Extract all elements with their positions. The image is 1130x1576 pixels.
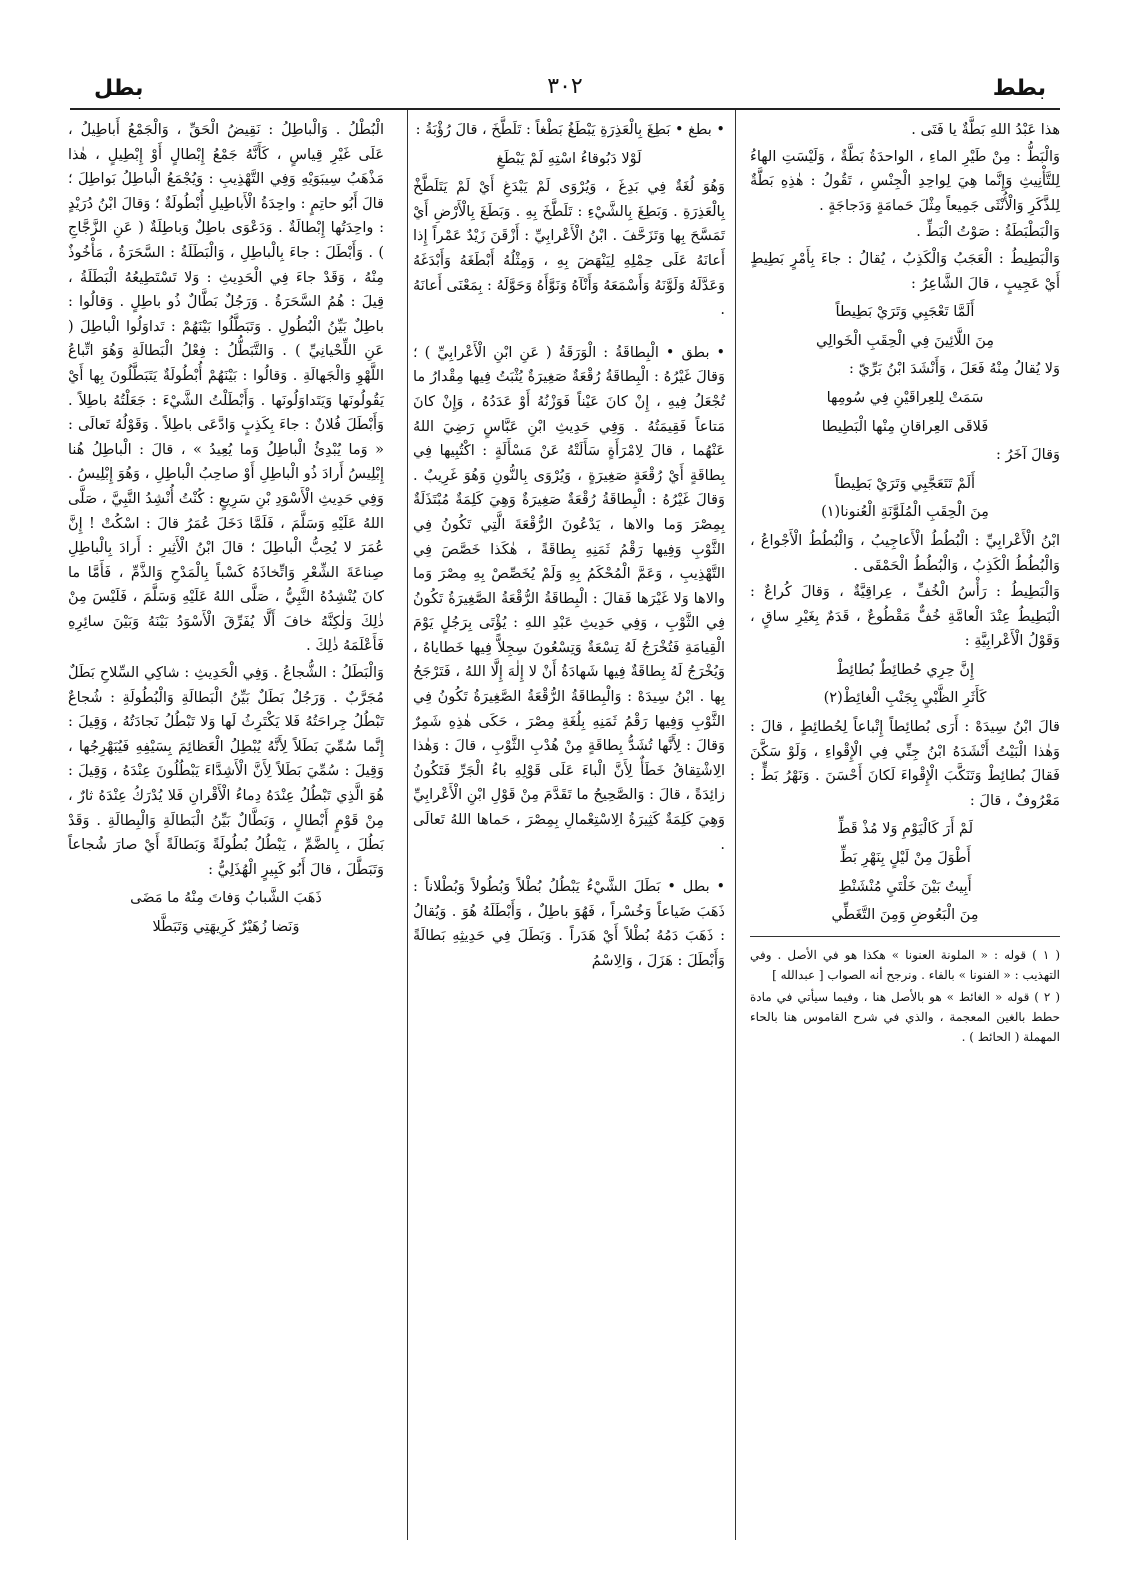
headword-right: بطط: [992, 76, 1046, 101]
paragraph: قالَ ابْنُ سِيدَهْ : أَرَى بُطائِطاً إِتْباعاً لِحُطائِطٍ ، قالَ : وَهٰذا الْبَيْتُ أَنْشَدَهُ ابْنُ جِنِّي فِي الْإِقْواءِ ، وَلَوْ سَكَّنَ فَقالَ بُطائِطْ وَتَنَكَّبَ الْإِقْواءَ لَكانَ أَحْسَنَ . وَنَهْرُ بَطٍّ : مَعْرُوفٌ ، قالَ :: [750, 719, 1060, 809]
verse-line: مِنَ الْحِقَبِ الْمُلَوَّنَةِ الْعُنونا(١): [821, 504, 989, 521]
paragraph: وَالْبَطِيطُ : الْعَجَبُ وَالْكَذِبُ ، يُقالُ : جاءَ بِأَمْرٍ بَطِيطٍ أَيْ عَجِيبٍ ، قالَ الشَّاعِرُ :: [750, 250, 1060, 292]
paragraph: وَالْبَطُّ : مِنْ طَيْرِ الماءِ ، الواحدَةُ بَطَّةٌ ، وَلَيْسَتِ الهاءُ لِلتَّأْنِيثِ وَإِنَّما هِيَ لِواحِدِ الْجِنْسِ ، تَقُولُ : هٰذِهِ بَطَّةٌ لِلذَّكَرِ وَالْأُنْثَى جَمِيعاً مِثْلَ حَمامَةٍ وَدَجاجَةٍ .: [750, 148, 1060, 214]
page-number: ٣٠٢: [547, 74, 583, 99]
footnote: ( ١ ) قوله : « الملونة العنونا » هكذا هو في الأصل . وفي التهذيب : « الفنونا » بالفاء . ونرجح أنه الصواب [ عبدالله ]: [750, 947, 1060, 982]
verse-line: أَلَمْ تَتَعَجَّبِي وَتَرَيْ بَطِيطاً: [834, 475, 976, 492]
footnote: ( ٢ ) قوله « الغائط » هو بالأصل هنا ، وفيما سيأتي في مادة حطط بالغين المعجمة ، والذي في شرح القاموس هنا بالحاء المهملة ( الحائط ) .: [750, 989, 1061, 1044]
paragraph: وَالْبَطْبَطَةُ : صَوْتُ الْبَطِّ .: [916, 224, 1060, 241]
verse-line: مِنَ اللَّائِينَ فِي الْحِقَبِ الْخَوالِي: [815, 332, 994, 349]
verse-line: وَنَضا زُهَيْرٌ كَرِيهَتِي وَتَبَطَّلا: [152, 919, 300, 935]
entry-batagha: • بطغ • بَطِغَ بِالْعَذِرَةِ يَبْطَغُ بَطْغاً : تَلَطَّخَ ، قالَ رُؤْبَةُ :: [415, 122, 725, 138]
paragraph: وَلا يُقالُ مِنْهُ فَعَلَ ، وَأَنْشَدَ ابْنُ بَرِّيّ :: [849, 361, 1060, 378]
verse-line: إِنَّ حِرِي حُطائِطٌ بُطائِطْ: [835, 661, 975, 678]
paragraph: وَهُوَ لُغَةٌ فِي بَدِغَ ، وَيُرْوَى لَمْ يَبْدَغِ أَيْ لَمْ يَتَلَطَّخْ بِالْعَذِرَةِ . وَبَطِغَ بِالشَّيْءِ : تَلَطَّخَ بِهِ . وَبَطَغَ بِالْأَرْضِ أَيْ تَمَسَّحَ بِها وَتَزَحَّفَ . ابْنُ الْأَعْرابِيِّ : أَزْقَنَ زَيْدٌ عَمْراً إِذا أَعانَهُ عَلَى حِمْلِهِ لِيَنْهَضَ بِهِ ، وَمِثْلُهُ أَبْطَغَهُ وَأَبْدَغَهُ وَعَدَّلَهُ وَلَوَّنَهُ وَأَسْمَعَهُ وَأَنْآهُ وَنَوَّأَهُ وَحَوَّلَهُ : بِمَعْنَى أَعانَهُ .: [413, 179, 725, 319]
entry-bitaqa: • بطق • الْبِطاقَةُ : الْوَرَقَةُ ( عَنِ ابْنِ الْأَعْرابِيِّ ) ؛ وَقالَ غَيْرُهُ : الْبِطاقَةُ رُقْعَةٌ صَغِيرَةٌ يُثْبَتُ فِيها مِقْدارُ ما تُجْعَلُ فِيهِ ، إِنْ كانَ عَيْناً فَوَزْنُهُ أَوْ عَدَدُهُ ، وَإِنْ كانَ مَتاعاً فَقِيمَتُهُ . وَفِي حَدِيثِ ابْنِ عَبَّاسٍ رَضِيَ اللهُ عَنْهُما ، قالَ لِامْرَأَةٍ سَأَلَتْهُ عَنْ مَسْأَلَةٍ : اكْتُبِيها فِي بِطاقَةٍ أَيْ رُقْعَةٍ صَغِيرَةٍ ، وَيُرْوَى بِالنُّونِ وَهُوَ غَرِيبٌ . وَقالَ غَيْرُهُ : الْبِطاقَةُ رُقْعَةٌ صَغِيرَةٌ وَهِيَ كَلِمَةٌ مُبْتَذَلَةٌ بِمِصْرَ وَما والاها ، يَدْعُونَ الرُّقْعَةَ الَّتِي تَكُونُ فِي الثَّوْبِ وَفِيها رَقْمُ ثَمَنِهِ بِطاقَةً ، هٰكَذا خَصَّصَ فِي التَّهْذِيبِ ، وَعَمَّ الْمُحْكَمُ بِهِ وَلَمْ يُخَصِّصْ بِهِ مِصْرَ وَما والاها وَلا غَيْرَها فَقالَ : الْبِطاقَةُ الرُّقْعَةُ الصَّغِيرَةُ تَكُونُ فِي الثَّوْبِ ، وَفِي حَدِيثِ عَبْدِ اللهِ : يُؤْتَى بِرَجُلٍ يَوْمَ الْقِيامَةِ فَتُخْرَجُ لَهُ تِسْعَةٌ وَتِسْعُونَ سِجِلاًّ فِيها خَطاياهُ ، وَيُخْرَجُ لَهُ بِطاقَةٌ فِيها شَهادَةُ أَنْ لا إِلٰهَ إِلَّا اللهُ ، فَتَرْجَحُ بِها . ابْنُ سِيدَهْ : وَالْبِطاقَةُ الرُّقْعَةُ الصَّغِيرَةُ تَكُونُ فِي الثَّوْبِ وَفِيها رَقْمُ ثَمَنِهِ بِلُغَةِ مِصْرَ ، حَكَى هٰذِهِ شَمِرٌ وَقالَ : لِأَنَّها تُشَدُّ بِطاقَةٍ مِنْ هُدْبِ الثَّوْبِ ، قالَ : وَهٰذا الِاشْتِقاقُ خَطَأٌ لِأَنَّ الْباءَ عَلَى قَوْلِهِ باءُ الْجَرِّ فَتَكُونُ زائِدَةً ، قالَ : وَالصَّحِيحُ ما تَقَدَّمَ مِنْ قَوْلِ ابْنِ الْأَعْرابِيِّ وَهِيَ كَلِمَةٌ كَثِيرَةُ الِاسْتِعْمالِ بِمِصْرَ ، حَماها اللهُ تَعالَى .: [413, 344, 725, 853]
paragraph: هذا عَبْدُ اللهِ بَطَّةٌ يا فَتَى .: [911, 122, 1060, 138]
paragraph: وَالْبَطِيطُ : رَأْسُ الْخُفِّ ، عِراقِيَّةٌ ، وَقالَ كُراعٌ : الْبَطِيطُ عِنْدَ الْعامَّةِ خُفٌّ مَقْطُوعٌ ، قَدَمٌ بِغَيْرِ ساقٍ ، وَقَوْلُ الْأَعْرابِيَّةِ :: [750, 584, 1060, 650]
paragraph: وَقالَ آخَرُ :: [996, 447, 1060, 464]
verse-line: مِنَ الْبَعُوضِ وَمِنَ التَّغَطِّي: [831, 907, 979, 924]
entry-batala: • بطل • بَطَلَ الشَّيْءُ يَبْطُلُ بُطْلاً وَبُطُولاً وَبُطْلاناً : ذَهَبَ ضَياعاً وَخُسْراً ، فَهُوَ باطِلٌ ، وَأَبْطَلَهُ هُوَ . وَيُقالُ : ذَهَبَ دَمُهُ بُطْلاً أَيْ هَدَراً . وَبَطَلَ فِي حَدِيثِهِ بَطالَةً وَأَبْطَلَ : هَزَلَ ، وَالِاسْمُ: [413, 879, 725, 969]
column-divider-right: [735, 110, 736, 1540]
verse-line: فَلاقَى العِراقانِ مِنْها الْبَطِيطا: [821, 418, 989, 435]
paragraph: ابْنُ الْأَعْرابِيِّ : الْبُطُطُ الْأَعاجِيبُ ، وَالْبُطُطُ الْأَجْواعُ ، وَالْبُطُطُ الْكَذِبُ ، وَالْبُطُطُ الْحَمْقَى .: [750, 532, 1060, 574]
footnote-rule: [750, 936, 1060, 937]
paragraph: الْبُطْلُ . وَالْباطِلُ : نَقِيضُ الْحَقِّ ، وَالْجَمْعُ أَباطِيلُ ، عَلَى غَيْرِ قِياسٍ ، كَأَنَّهُ جَمْعُ إِبْطالٍ أَوْ إِبْطِيلٍ ، هٰذا مَذْهَبُ سِيبَوَيْهِ وَفِي التَّهْذِيبِ : وَيُجْمَعُ الْباطِلُ بَواطِلَ ؛ قالَ أَبُو حاتِمٍ : واحِدَةُ الْأَباطِيلِ أُبْطُولَةٌ ؛ وَقالَ ابْنُ دُرَيْدٍ : واحِدَتُها إِبْطالَةٌ . وَدَعْوَى باطِلٌ وَباطِلَةٌ ( عَنِ الزَّجَّاجِ ) . وَأَبْطَلَ : جاءَ بِالْباطِلِ ، وَالْبَطَلَةُ : السَّحَرَةُ ، مَأْخُوذٌ مِنْهُ ، وَقَدْ جاءَ فِي الْحَدِيثِ : وَلا تَسْتَطِيعُهُ الْبَطَلَةُ ، قِيلَ : هُمُ السَّحَرَةُ . وَرَجُلٌ بَطَّالٌ ذُو باطِلٍ . وَقالُوا : باطِلٌ بَيِّنُ الْبُطُولِ . وَتَبَطَّلُوا بَيْنَهُمْ : تَداوَلُوا الْباطِلَ ( عَنِ اللِّحْيانِيِّ ) . وَالتَّبَطُّلُ : فِعْلُ الْبَطالَةِ وَهُوَ اتِّباعُ اللَّهْوِ وَالْجَهالَةِ . وَقالُوا : بَيْنَهُمْ أُبْطُولَةٌ يَتَبَطَّلُونَ بِها أَيْ يَقُولُونَها وَيَتَداوَلُونَها . وَأَبْطَلْتُ الشَّيْءَ : جَعَلْتُهُ باطِلاً . وَأَبْطَلَ فُلانٌ : جاءَ بِكَذِبٍ وَادَّعَى باطِلاً . وَقَوْلُهُ تَعالَى : « وَما يُبْدِئُ الْباطِلُ وَما يُعِيدُ » ، قالَ : الْباطِلُ هُنا إِبْلِيسُ أَرادَ ذُو الْباطِلِ أَوْ صاحِبُ الْباطِلِ ، وَهُوَ إِبْلِيسُ . وَفِي حَدِيثِ الْأَسْوَدِ بْنِ سَرِيعٍ : كُنْتُ أُنْشِدُ النَّبِيَّ ، صَلَّى اللهُ عَلَيْهِ وَسَلَّمَ ، فَلَمَّا دَخَلَ عُمَرُ قالَ : اسْكُتْ ! إِنَّ عُمَرَ لا يُحِبُّ الْباطِلَ ؛ قالَ ابْنُ الْأَثِيرِ : أَرادَ بِالْباطِلِ صِناعَةَ الشِّعْرِ وَاتِّخاذَهُ كَسْباً بِالْمَدْحِ وَالذَّمِّ ، فَأَمَّا ما كانَ يُنْشِدُهُ النَّبِيُّ ، صَلَّى اللهُ عَلَيْهِ وَسَلَّمَ ، فَلَيْسَ مِنْ ذٰلِكَ وَلٰكِنَّهُ خافَ أَلَّا يُفَرِّقَ الْأَسْوَدُ بَيْنَهُ وَبَيْنَ سائِرِهِ فَأَعْلَمَهُ ذٰلِكَ .: [68, 122, 384, 655]
verse-line: سَمَتْ لِلعِراقَيْنِ فِي سُومِها: [826, 389, 984, 406]
column-left: [68, 118, 384, 944]
column-divider-left: [407, 110, 408, 1540]
verse-line: أَبِيتُ بَيْنَ خَلْتَيِ مُنْشَنْطِ: [838, 878, 972, 895]
verse-line: لَمْ أَرَ كَالْيَوْمِ وَلا مُذْ قَطِّ: [836, 821, 974, 838]
column-right: [750, 118, 1060, 1049]
header-rule: [70, 108, 1060, 110]
verse-line: ذَهَبَ الشَّبابُ وَفاتَ مِنْهُ ما مَضَى: [130, 890, 322, 907]
verse-line: كَأَثَرِ الظَّبْيِ بِجَنْبِ الْغائِطْ(٢): [823, 690, 987, 707]
headword-left: بطل: [94, 76, 144, 101]
verse-line: أَطْوَلَ مِنْ لَيْلٍ بِنَهْرِ بَطِّ: [839, 850, 971, 867]
verse-line: لَوْلا دَبُوقاءُ اسْتِهِ لَمْ يَبْطَغِ: [496, 150, 642, 167]
column-middle: [413, 118, 725, 976]
verse-line: أَلَمَّا تَعْجَبِي وَتَرَيْ بَطِيطاً: [835, 304, 975, 321]
paragraph: وَالْبَطَلُ : الشُّجاعُ . وَفِي الْحَدِيثِ : شاكِي السِّلاحِ بَطَلٌ مُجَرَّبٌ . وَرَجُلٌ بَطَلٌ بَيِّنُ الْبَطالَةِ وَالْبُطُولَةِ : شُجاعٌ تَبْطُلُ جِراحَتُهُ فَلا يَكْتَرِثُ لَها وَلا تَبْطُلُ نَجادَتُهُ ، وَقِيلَ : إِنَّما سُمِّيَ بَطَلاً لِأَنَّهُ يُبْطِلُ الْعَظائِمَ بِسَيْفِهِ فَيُبَهْرِجُها ، وَقِيلَ : سُمِّيَ بَطَلاً لِأَنَّ الْأَشِدَّاءَ يَبْطُلُونَ عِنْدَهُ ، وَقِيلَ : هُوَ الَّذِي تَبْطُلُ عِنْدَهُ دِماءُ الْأَقْرانِ فَلا يُدْرَكُ عِنْدَهُ ثارٌ ، مِنْ قَوْمٍ أَبْطالٍ ، وَبَطَّالٌ بَيِّنُ الْبَطالَةِ وَالْبِطالَةِ . وَقَدْ بَطُلَ ، بِالضَّمِّ ، يَبْطُلُ بُطُولَةً وَبَطالَةً أَيْ صارَ شُجاعاً وَتَبَطَّلَ ، قالَ أَبُو كَبِيرٍ الْهُذَلِيُّ :: [68, 665, 384, 878]
